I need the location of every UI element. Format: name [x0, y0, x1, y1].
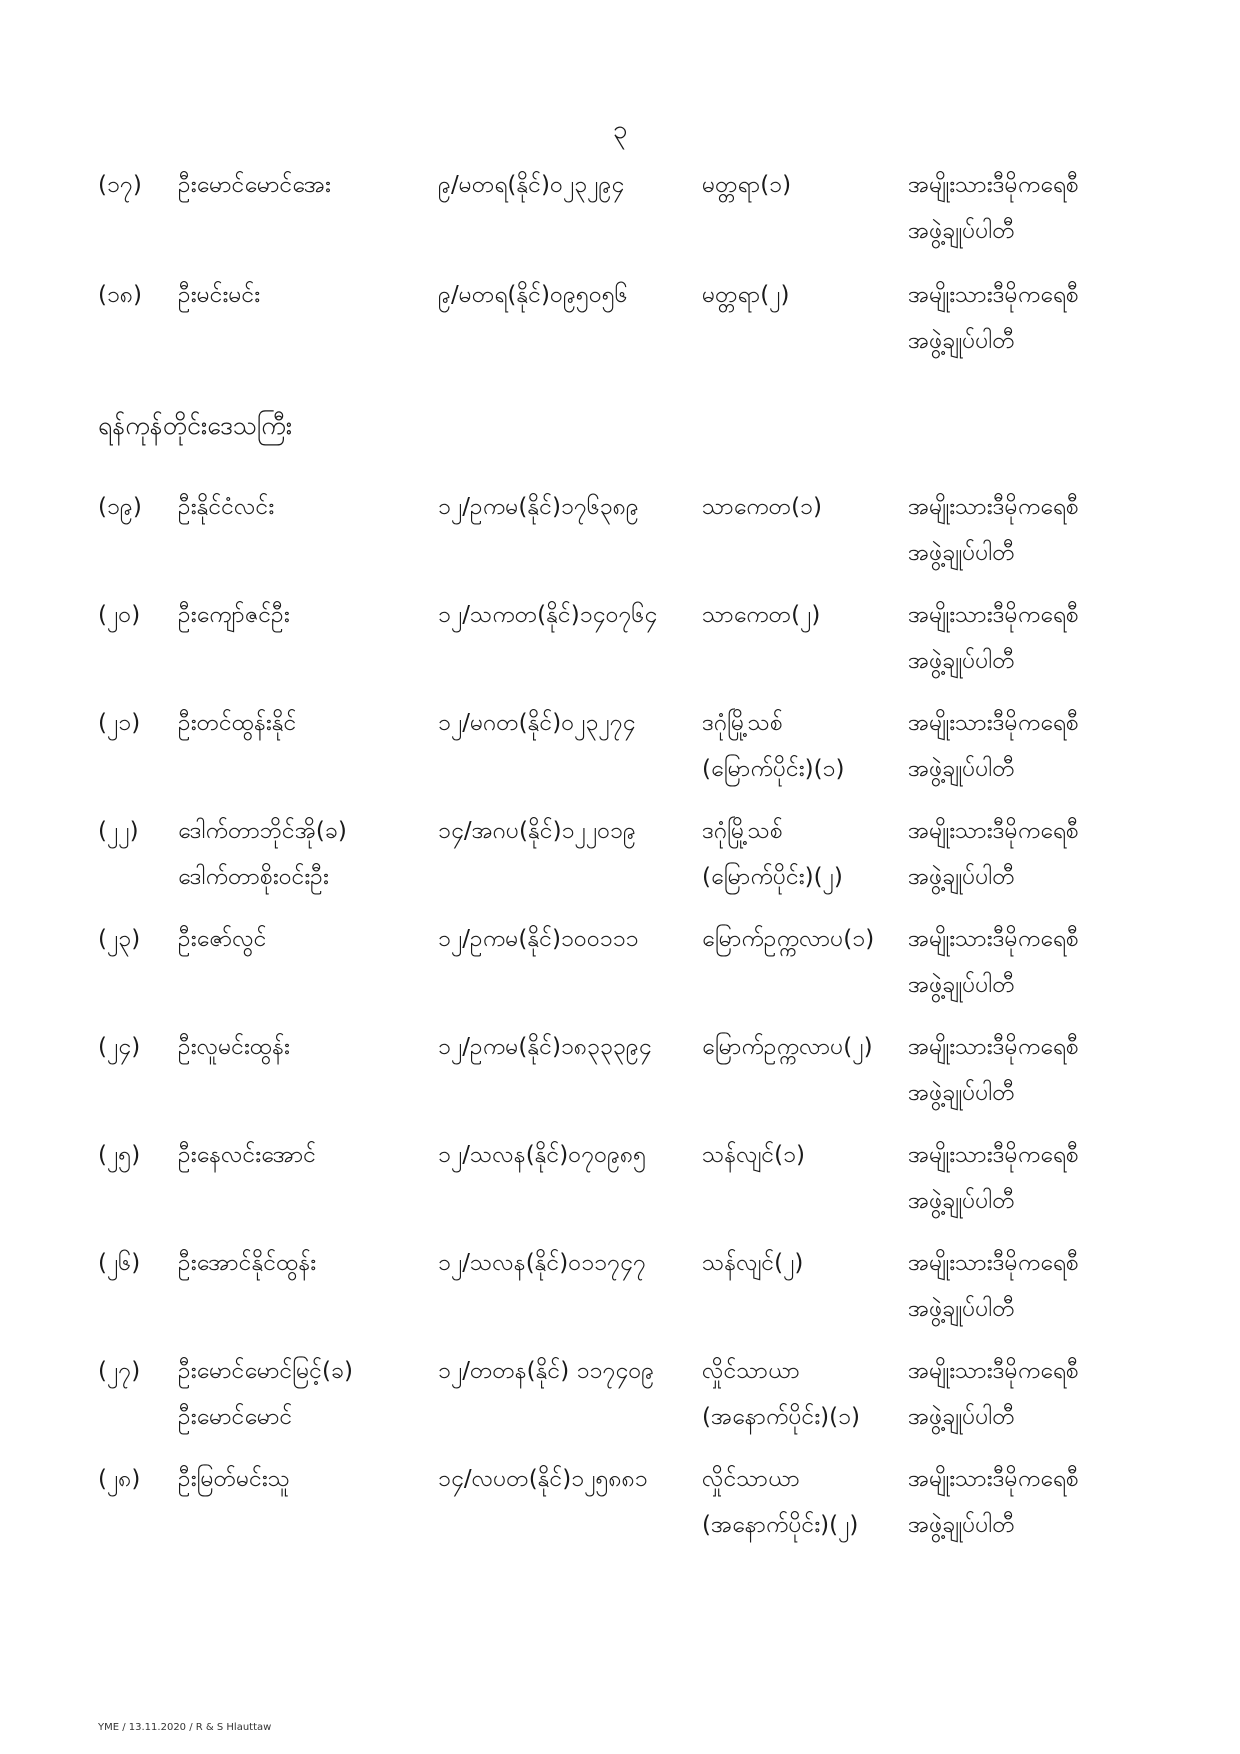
nrc-number: ၁၂/ဥကမ(နိုင်)၁၇၆၃၈၉	[438, 494, 639, 520]
nrc-number: ၁၂/တတန(နိုင်) ၁၁၇၄၀၉	[438, 1358, 655, 1384]
row-number: (၁၇)	[98, 172, 142, 198]
party: အမျိုးသားဒီမိုကရေစီ အဖွဲ့ချုပ်ပါတီ	[908, 602, 1079, 674]
nrc-number: ၁၂/ဥကမ(နိုင်)၁၀၀၁၁၁	[438, 926, 639, 952]
table-row	[0, 484, 1240, 584]
candidate-name: ဦးမြတ်မင်းသူ	[178, 1466, 290, 1492]
row-number: (၂၈)	[98, 1466, 141, 1492]
party: အမျိုးသားဒီမိုကရေစီ အဖွဲ့ချုပ်ပါတီ	[908, 1250, 1079, 1322]
constituency: သန်လျင်(၁)	[702, 1142, 805, 1168]
table-row	[0, 916, 1240, 1016]
table-row	[0, 1024, 1240, 1124]
nrc-number: ၁၂/သလန(နိုင်)၀၇၀၉၈၅	[438, 1142, 647, 1168]
party: အမျိုးသားဒီမိုကရေစီ အဖွဲ့ချုပ်ပါတီ	[908, 926, 1079, 998]
candidate-name: ဦးမောင်မောင်မြင့်(ခ) ဦးမောင်မောင်	[178, 1358, 353, 1430]
constituency: ဒဂုံမြို့သစ် (မြောက်ပိုင်း)(၁)	[702, 710, 845, 782]
party: အမျိုးသားဒီမိုကရေစီ အဖွဲ့ချုပ်ပါတီ	[908, 710, 1079, 782]
row-number: (၂၀)	[98, 602, 141, 628]
nrc-number: ၁၂/ဥကမ(နိုင်)၁၈၃၃၃၉၄	[438, 1034, 652, 1060]
candidate-name: ဦးကျော်ဇင်ဦး	[178, 602, 290, 628]
table-row	[0, 592, 1240, 692]
table-row	[0, 808, 1240, 908]
constituency: သာကေတ(၁)	[702, 494, 822, 520]
table-row	[0, 700, 1240, 800]
row-number: (၁၈)	[98, 282, 143, 308]
constituency: လှိုင်သာယာ (အနောက်ပိုင်း)(၁)	[702, 1358, 861, 1430]
row-number: (၂၄)	[98, 1034, 141, 1060]
constituency: သန်လျင်(၂)	[702, 1250, 804, 1276]
party: အမျိုးသားဒီမိုကရေစီ အဖွဲ့ချုပ်ပါတီ	[908, 818, 1079, 890]
candidate-name: ဒေါက်တာဘိုင်အို(ခ) ဒေါက်တာစိုးဝင်းဦး	[178, 818, 347, 890]
table-row	[0, 272, 1240, 372]
footer-note: YME / 13.11.2020 / R & S Hlauttaw	[98, 1722, 272, 1733]
candidate-name: ဦးမင်းမင်း	[178, 282, 261, 308]
candidate-name: ဦးမောင်မောင်အေး	[178, 172, 331, 198]
party: အမျိုးသားဒီမိုကရေစီ အဖွဲ့ချုပ်ပါတီ	[908, 1142, 1079, 1214]
table-row	[0, 1348, 1240, 1448]
nrc-number: ၁၂/မဂတ(နိုင်)၀၂၃၂၇၄	[438, 710, 636, 736]
candidate-name: ဦးနိုင်ငံလင်း	[178, 494, 275, 520]
constituency: ဒဂုံမြို့သစ် (မြောက်ပိုင်း)(၂)	[702, 818, 843, 890]
constituency: သာကေတ(၂)	[702, 602, 821, 628]
candidate-name: ဦးတင်ထွန်းနိုင်	[178, 710, 297, 736]
party: အမျိုးသားဒီမိုကရေစီ အဖွဲ့ချုပ်ပါတီ	[908, 1034, 1079, 1106]
candidate-name: ဦးလူမင်းထွန်း	[178, 1034, 290, 1060]
nrc-number: ၁၄/လပတ(နိုင်)၁၂၅၈၈၁	[438, 1466, 648, 1492]
row-number: (၂၁)	[98, 710, 141, 736]
constituency: မြောက်ဥက္ကလာပ(၂)	[702, 1034, 873, 1060]
constituency: လှိုင်သာယာ (အနောက်ပိုင်း)(၂)	[702, 1466, 859, 1538]
nrc-number: ၁၂/သကတ(နိုင်)၁၄၀၇၆၄	[438, 602, 658, 628]
row-number: (၂၅)	[98, 1142, 141, 1168]
table-row	[0, 1456, 1240, 1556]
row-number: (၂၇)	[98, 1358, 141, 1384]
candidate-name: ဦးနေလင်းအောင်	[178, 1142, 317, 1168]
table-row	[0, 1132, 1240, 1232]
nrc-number: ၉/မတရ(နိုင်)၀၂၃၂၉၄	[438, 172, 625, 198]
party: အမျိုးသားဒီမိုကရေစီ အဖွဲ့ချုပ်ပါတီ	[908, 172, 1079, 244]
party: အမျိုးသားဒီမိုကရေစီ အဖွဲ့ချုပ်ပါတီ	[908, 282, 1079, 354]
page-number: ၃	[612, 115, 628, 145]
nrc-number: ၁၄/အဂပ(နိုင်)၁၂၂၀၁၉	[438, 818, 636, 844]
party: အမျိုးသားဒီမိုကရေစီ အဖွဲ့ချုပ်ပါတီ	[908, 494, 1079, 566]
row-number: (၂၂)	[98, 818, 139, 844]
constituency: မတ္တရာ(၂)	[702, 282, 790, 308]
row-number: (၂၆)	[98, 1250, 141, 1276]
constituency: မတ္တရာ(၁)	[702, 172, 792, 198]
table-row	[0, 162, 1240, 262]
party: အမျိုးသားဒီမိုကရေစီ အဖွဲ့ချုပ်ပါတီ	[908, 1358, 1079, 1430]
candidate-name: ဦးဇော်လွင်	[178, 926, 267, 952]
party: အမျိုးသားဒီမိုကရေစီ အဖွဲ့ချုပ်ပါတီ	[908, 1466, 1079, 1538]
row-number: (၁၉)	[98, 494, 142, 520]
nrc-number: ၁၂/သလန(နိုင်)၀၁၁၇၄၇	[438, 1250, 646, 1276]
candidate-name: ဦးအောင်နိုင်ထွန်း	[178, 1250, 317, 1276]
row-number: (၂၃)	[98, 926, 141, 952]
table-row	[0, 1240, 1240, 1340]
constituency: မြောက်ဥက္ကလာပ(၁)	[702, 926, 875, 952]
nrc-number: ၉/မတရ(နိုင်)၀၉၅၀၅၆	[438, 282, 628, 308]
section-title: ရန်ကုန်တိုင်းဒေသကြီး	[98, 411, 293, 440]
